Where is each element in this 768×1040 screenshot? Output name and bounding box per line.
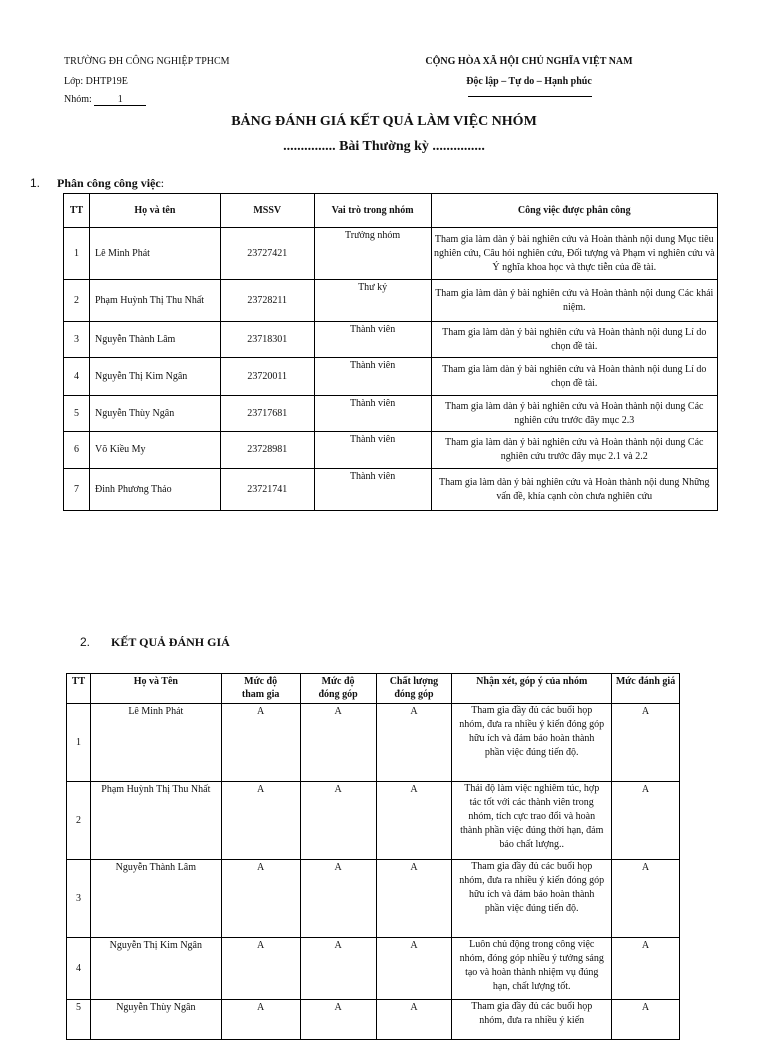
cell-tt: 7 (64, 469, 90, 511)
col-header: TT (64, 194, 90, 228)
section2-title: KẾT QUẢ ĐÁNH GIÁ (111, 635, 230, 649)
cell-participation: A (221, 704, 300, 782)
cell-task: Tham gia làm dàn ý bài nghiên cứu và Hoàn thành nội dung Những vấn đề, khía cạnh còn chưa nghiên cứu (431, 469, 717, 511)
cell-tt: 1 (64, 228, 90, 280)
cell-name: Nguyễn Thành Lâm (89, 322, 220, 358)
cell-quality: A (376, 1000, 452, 1040)
table-header-row (64, 194, 718, 228)
cell-name: Nguyễn Thị Kim Ngân (89, 358, 220, 396)
cell-grade: A (612, 704, 680, 782)
cell-name: Nguyễn Thùy Ngân (90, 1000, 221, 1040)
cell-contribution: A (300, 1000, 376, 1040)
cell-mssv: 23720011 (220, 358, 314, 396)
section2-heading (80, 635, 230, 650)
table-row (64, 469, 718, 511)
section2-number: 2. (80, 635, 91, 649)
cell-tt: 3 (64, 322, 90, 358)
cell-role: Thành viên (314, 322, 431, 358)
page-subtitle: ............... Bài Thường kỳ ............... (283, 139, 485, 154)
cell-name: Nguyễn Thùy Ngân (89, 396, 220, 432)
cell-participation: A (221, 938, 300, 1000)
cell-contribution: A (300, 782, 376, 860)
cell-name: Đinh Phương Thảo (89, 469, 220, 511)
cell-task: Tham gia làm dàn ý bài nghiên cứu và Hoàn thành nội dung Các nghiên cứu trước đây mục 2.3 (431, 396, 717, 432)
cell-role: Thành viên (314, 358, 431, 396)
cell-tt: 2 (64, 280, 90, 322)
cell-quality: A (376, 860, 452, 938)
cell-name: Lê Minh Phát (90, 704, 221, 782)
cell-grade: A (612, 1000, 680, 1040)
cell-quality: A (376, 704, 452, 782)
cell-task: Tham gia làm dàn ý bài nghiên cứu và Hoàn thành nội dung Mục tiêu nghiên cứu, Câu hỏi nghiên cứu, Đối tượng và Phạm vi nghiên cứu và Ý nghĩa khoa học và thực tiễn của đề tài. (431, 228, 717, 280)
cell-role: Thư ký (314, 280, 431, 322)
cell-mssv: 23717681 (220, 396, 314, 432)
table-row (64, 432, 718, 469)
cell-comment: Tham gia đầy đủ các buổi họp nhóm, đưa ra nhiều ý kiến (452, 1000, 612, 1040)
col-header: Công việc được phân công (431, 194, 717, 228)
cell-comment: Luôn chủ động trong công việc nhóm, đóng góp nhiều ý tưởng sáng tạo và hoàn thành nhiệm vụ đúng hạn, chất lượng tốt. (452, 938, 612, 1000)
cell-name: Võ Kiều My (89, 432, 220, 469)
cell-quality: A (376, 938, 452, 1000)
cell-task: Tham gia làm dàn ý bài nghiên cứu và Hoàn thành nội dung Các nghiên cứu trước đây mục 2.1 và 2.2 (431, 432, 717, 469)
cell-mssv: 23721741 (220, 469, 314, 511)
cell-participation: A (221, 860, 300, 938)
cell-tt: 3 (67, 860, 91, 938)
group-line (64, 94, 146, 106)
cell-task: Tham gia làm dàn ý bài nghiên cứu và Hoàn thành nội dung Lí do chọn đề tài. (431, 322, 717, 358)
section1-title: Phân công công việc (57, 176, 161, 190)
cell-role: Thành viên (314, 432, 431, 469)
cell-quality: A (376, 782, 452, 860)
cell-contribution: A (300, 938, 376, 1000)
assignment-table (63, 193, 718, 511)
cell-tt: 2 (67, 782, 91, 860)
cell-tt: 1 (67, 704, 91, 782)
cell-tt: 4 (67, 938, 91, 1000)
col-header: Vai trò trong nhóm (314, 194, 431, 228)
table-row (64, 280, 718, 322)
cell-mssv: 23727421 (220, 228, 314, 280)
cell-tt: 5 (67, 1000, 91, 1040)
col-header: Nhận xét, góp ý của nhóm (452, 674, 612, 704)
col-header: Họ và tên (89, 194, 220, 228)
cell-participation: A (221, 1000, 300, 1040)
cell-name: Nguyễn Thị Kim Ngân (90, 938, 221, 1000)
page-title: BẢNG ĐÁNH GIÁ KẾT QUẢ LÀM VIỆC NHÓM (231, 114, 537, 129)
cell-task: Tham gia làm dàn ý bài nghiên cứu và Hoàn thành nội dung Lí do chọn đề tài. (431, 358, 717, 396)
col-header: Họ và Tên (90, 674, 221, 704)
class-label: Lớp: DHTP19E (64, 76, 128, 87)
cell-task: Tham gia làm dàn ý bài nghiên cứu và Hoàn thành nội dung Các khái niệm. (431, 280, 717, 322)
cell-role: Thành viên (314, 396, 431, 432)
col-header: Mức đánh giá (612, 674, 680, 704)
cell-contribution: A (300, 704, 376, 782)
cell-comment: Thái độ làm việc nghiêm túc, hợp tác tốt với các thành viên trong nhóm, tích cực trao đổi và hoàn thành phần việc đúng thời hạn, đảm bảo chất lượng.. (452, 782, 612, 860)
cell-participation: A (221, 782, 300, 860)
cell-grade: A (612, 860, 680, 938)
cell-mssv: 23718301 (220, 322, 314, 358)
cell-comment: Tham gia đầy đủ các buổi họp nhóm, đưa ra nhiều ý kiến đóng góp hữu ích và đảm bảo hoàn thành phần việc đúng tiến độ. (452, 704, 612, 782)
col-header: Mức độ tham gia (221, 674, 300, 704)
section1-heading (30, 176, 164, 191)
cell-name: Phạm Huỳnh Thị Thu Nhất (89, 280, 220, 322)
evaluation-table (66, 673, 680, 1040)
motto: Độc lập – Tự do – Hạnh phúc (466, 76, 592, 87)
cell-name: Lê Minh Phát (89, 228, 220, 280)
republic-heading: CỘNG HÒA XÃ HỘI CHỦ NGHĨA VIỆT NAM (425, 56, 633, 67)
cell-contribution: A (300, 860, 376, 938)
table-row (64, 396, 718, 432)
school-name: TRƯỜNG ĐH CÔNG NGHIỆP TPHCM (64, 56, 230, 67)
cell-role: Trưởng nhóm (314, 228, 431, 280)
cell-tt: 6 (64, 432, 90, 469)
table-row (64, 322, 718, 358)
cell-mssv: 23728981 (220, 432, 314, 469)
table-row (67, 782, 680, 860)
group-value: 1 (94, 94, 146, 106)
cell-tt: 4 (64, 358, 90, 396)
cell-tt: 5 (64, 396, 90, 432)
cell-comment: Tham gia đầy đủ các buổi họp nhóm, đưa ra nhiều ý kiến đóng góp hữu ích và đảm bảo hoàn thành phần việc đúng tiến độ. (452, 860, 612, 938)
cell-name: Nguyễn Thành Lâm (90, 860, 221, 938)
table-row (64, 228, 718, 280)
group-label: Nhóm: (64, 94, 92, 105)
cell-name: Phạm Huỳnh Thị Thu Nhất (90, 782, 221, 860)
table-row (67, 938, 680, 1000)
table-row (67, 860, 680, 938)
col-header: TT (67, 674, 91, 704)
cell-grade: A (612, 938, 680, 1000)
cell-role: Thành viên (314, 469, 431, 511)
table-header-row (67, 674, 680, 704)
cell-grade: A (612, 782, 680, 860)
motto-underline (468, 96, 592, 97)
table-row (67, 1000, 680, 1040)
col-header: MSSV (220, 194, 314, 228)
cell-mssv: 23728211 (220, 280, 314, 322)
table-row (67, 704, 680, 782)
section1-number: 1. (30, 176, 41, 190)
col-header: Mức độ đóng góp (300, 674, 376, 704)
table-row (64, 358, 718, 396)
section1-colon: : (160, 176, 165, 190)
col-header: Chất lượng đóng góp (376, 674, 452, 704)
